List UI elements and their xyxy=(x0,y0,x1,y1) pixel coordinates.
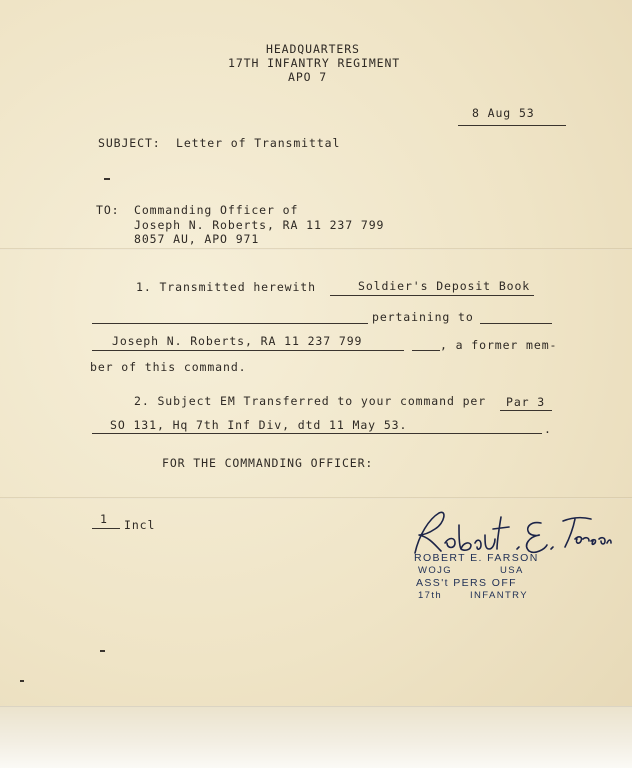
stray-mark-lower-left xyxy=(20,680,24,682)
para2-par-underline xyxy=(500,410,552,411)
para2-order: SO 131, Hq 7th Inf Div, dtd 11 May 53. xyxy=(110,418,408,432)
enclosure-count: 1 xyxy=(100,512,108,526)
header-apo: APO 7 xyxy=(288,70,328,84)
para1-name: Joseph N. Roberts, RA 11 237 799 xyxy=(112,334,363,348)
stamp-rank: WOJG xyxy=(418,565,453,576)
stray-mark xyxy=(104,178,110,180)
to-line-3: 8057 AU, APO 971 xyxy=(134,232,260,246)
para2-order-underline xyxy=(92,433,542,434)
enclosure-count-underline xyxy=(92,528,120,529)
fold-line-upper xyxy=(0,248,632,250)
stamp-unit: INFANTRY xyxy=(470,590,529,601)
para2-lead: 2. Subject EM Transferred to your command per xyxy=(134,394,487,408)
to-label: TO: xyxy=(96,203,120,217)
subject-label: SUBJECT: xyxy=(98,136,161,150)
to-line-2: Joseph N. Roberts, RA 11 237 799 xyxy=(134,218,385,232)
stamp-branch: USA xyxy=(500,565,524,576)
stamp-unit-number: 17th xyxy=(418,590,443,601)
letter-date: 8 Aug 53 xyxy=(472,106,535,120)
para1-former: , a former mem- xyxy=(440,338,558,352)
to-line-1: Commanding Officer of xyxy=(134,203,299,217)
header-headquarters: HEADQUARTERS xyxy=(266,42,360,56)
para2-period: . xyxy=(544,422,552,436)
stamp-title: ASS't PERS OFF xyxy=(416,577,517,589)
enclosure-label: Incl xyxy=(124,518,156,532)
para2-par: Par 3 xyxy=(506,395,546,409)
para1-item-underline xyxy=(330,295,534,296)
para1-continued: ber of this command. xyxy=(90,360,247,374)
paper-bottom-edge xyxy=(0,706,632,768)
fold-line-lower xyxy=(0,497,632,499)
header-regiment: 17TH INFANTRY REGIMENT xyxy=(228,56,401,70)
para1-blank-line xyxy=(92,323,368,324)
para1-name-underline xyxy=(92,350,404,351)
para1-lead: 1. Transmitted herewith xyxy=(136,280,316,294)
para1-pertaining: pertaining to xyxy=(372,310,474,324)
date-underline xyxy=(458,125,566,126)
para1-item: Soldier's Deposit Book xyxy=(358,279,531,293)
subject-text: Letter of Transmittal xyxy=(176,136,341,150)
closing-line: FOR THE COMMANDING OFFICER: xyxy=(162,456,374,470)
stamp-name: ROBERT E. FARSON xyxy=(414,552,539,564)
para1-short-blank xyxy=(412,350,440,351)
stray-mark-lower xyxy=(100,650,105,652)
para1-pertaining-underline xyxy=(480,323,552,324)
